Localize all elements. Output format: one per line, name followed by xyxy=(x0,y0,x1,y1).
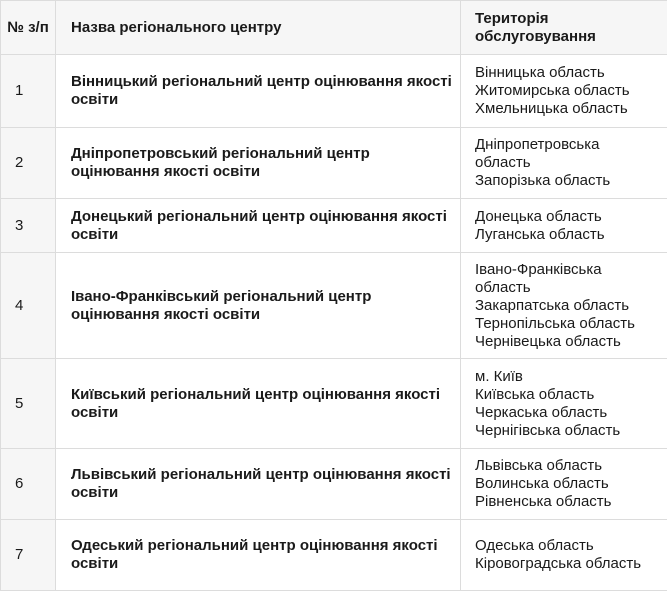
territory-item: Житомирська область xyxy=(475,82,659,100)
table-body xyxy=(1,55,667,591)
territory-item: Кіровоградська область xyxy=(475,555,659,573)
table-row xyxy=(1,520,667,591)
territory-item: Вінницька область xyxy=(475,64,659,82)
service-territory xyxy=(461,449,667,520)
table-row xyxy=(1,128,667,199)
center-name: Київський регіональний центр оцінювання якості освіти xyxy=(56,359,461,449)
territory-item: Івано-Франківська область xyxy=(475,261,659,297)
territory-item: Київська область xyxy=(475,386,659,404)
table-row xyxy=(1,449,667,520)
service-territory xyxy=(461,253,667,359)
header-row xyxy=(1,1,667,55)
territory-item: Луганська область xyxy=(475,226,659,244)
row-number: 1 xyxy=(1,55,56,128)
territory-item: м. Київ xyxy=(475,368,659,386)
service-territory xyxy=(461,199,667,253)
territory-item: Дніпропетровська область xyxy=(475,136,659,172)
territory-item: Одеська область xyxy=(475,537,659,555)
table-header xyxy=(1,1,667,55)
header-number: № з/п xyxy=(1,1,56,55)
service-territory xyxy=(461,359,667,449)
row-number: 6 xyxy=(1,449,56,520)
table-row xyxy=(1,359,667,449)
header-center-name: Назва регіонального центру xyxy=(56,1,461,55)
territory-item: Чернігівська область xyxy=(475,422,659,440)
service-territory xyxy=(461,128,667,199)
center-name: Вінницький регіональний центр оцінювання якості освіти xyxy=(56,55,461,128)
row-number: 7 xyxy=(1,520,56,591)
territory-item: Хмельницька область xyxy=(475,100,659,118)
center-name: Донецький регіональний центр оцінювання якості освіти xyxy=(56,199,461,253)
service-territory xyxy=(461,55,667,128)
center-name: Одеський регіональний центр оцінювання якості освіти xyxy=(56,520,461,591)
territory-item: Рівненська область xyxy=(475,493,659,511)
center-name: Дніпропетровський регіональний центр оцінювання якості освіти xyxy=(56,128,461,199)
service-territory xyxy=(461,520,667,591)
territory-item: Чернівецька область xyxy=(475,333,659,351)
table-row xyxy=(1,253,667,359)
row-number: 5 xyxy=(1,359,56,449)
territory-item: Львівська область xyxy=(475,457,659,475)
row-number: 4 xyxy=(1,253,56,359)
row-number: 3 xyxy=(1,199,56,253)
territory-item: Волинська область xyxy=(475,475,659,493)
territory-item: Черкаська область xyxy=(475,404,659,422)
territory-item: Донецька область xyxy=(475,208,659,226)
table-row xyxy=(1,199,667,253)
territory-item: Закарпатська область xyxy=(475,297,659,315)
territory-item: Запорізька область xyxy=(475,172,659,190)
center-name: Львівський регіональний центр оцінювання якості освіти xyxy=(56,449,461,520)
row-number: 2 xyxy=(1,128,56,199)
territory-item: Тернопільська область xyxy=(475,315,659,333)
table-row xyxy=(1,55,667,128)
header-territory: Територія обслуговування xyxy=(461,1,667,55)
center-name: Івано-Франківський регіональний центр оцінювання якості освіти xyxy=(56,253,461,359)
